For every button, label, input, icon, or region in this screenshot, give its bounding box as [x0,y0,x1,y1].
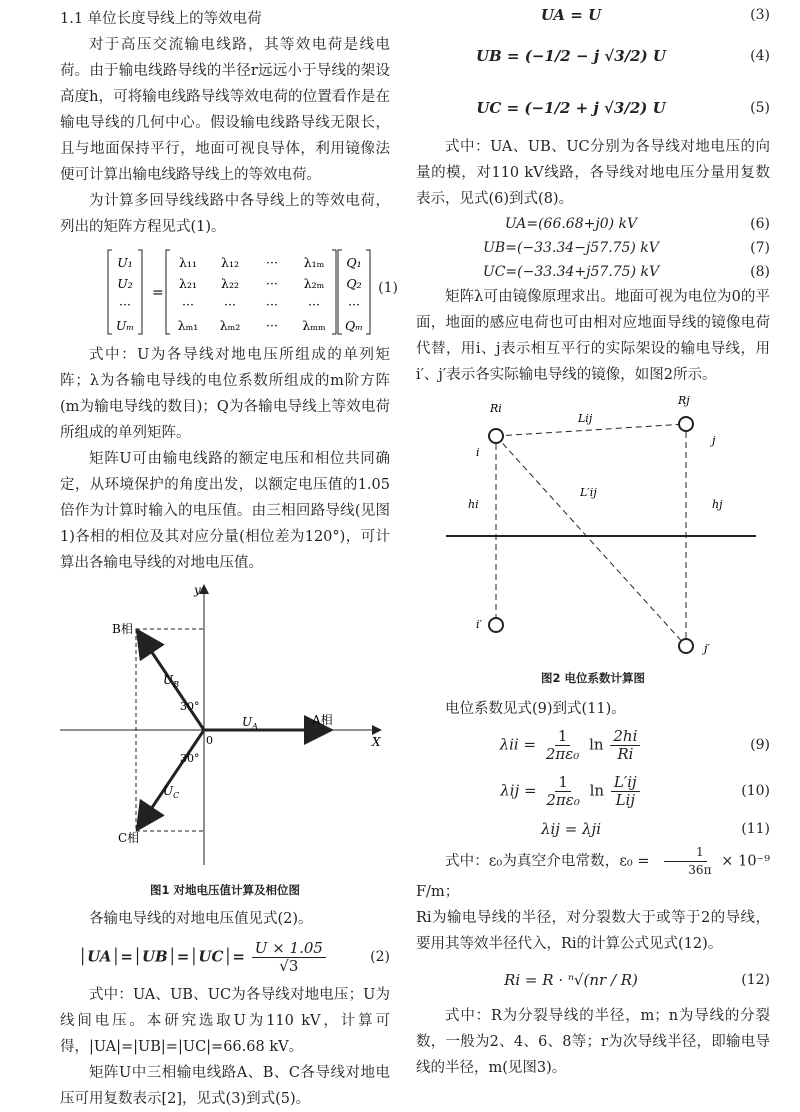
eq2-denominator: √3 [279,956,299,975]
eq4-body: UB = (−1/2 − j √3/2) U [475,47,667,65]
eq8-body: UC=(−33.34+j57.75) kV [482,264,660,280]
eq2-lhs: │UA│=│UB│=│UC│= [78,947,245,965]
eq10-arg-den: Lij [615,790,635,809]
svg-text:=: = [152,285,164,301]
hj-label: hj [712,498,723,511]
matrix-q-cell: Qₘ [345,318,363,333]
eq10-ln: ln [589,781,605,799]
matrix-lambda-cell: λ₁₁ [179,255,197,270]
phase-diagram [60,580,390,880]
matrix-lambda-cell: ··· [266,276,278,291]
epsilon-frac-num: 1 [664,844,707,862]
figure-1-caption: 图1 对地电压值计算及相位图 [149,883,300,897]
matrix-lambda-cell: λ₂ₘ [303,276,325,291]
angle-top-label: 30° [180,700,200,713]
matrix-lambda-cell: λ₁₂ [221,255,239,270]
matrix-lambda-cell: ··· [308,297,320,312]
equation-3 [416,0,770,30]
equation-number: (10) [741,783,770,799]
x-axis-label: X [372,735,381,749]
ri-label: Ri [490,402,502,415]
eq10-lhs: λij = [500,781,537,799]
eq12-body: Ri = R · ⁿ√(nr / R) [504,971,638,989]
eq9-coef-den: 2πε₀ [545,744,580,763]
equation-5 [416,82,770,134]
figure-1 [60,580,390,906]
eq10-coef-num: 1 [555,774,571,792]
equation-number: (8) [750,264,770,280]
paragraph-5: 各输电导线的对地电压值见式(2)。 [89,911,313,927]
uc-label: $U_C$ [163,784,180,800]
matrix-equation [60,246,390,338]
equation-number: (2) [370,949,390,965]
lij-prime-label: L′ij [580,486,597,499]
eq9-lhs: λii = [499,735,537,753]
i-prime-label: i′ [476,618,483,631]
equation-12 [416,957,770,1003]
right-column [416,0,770,1081]
eq5-body: UC = (−1/2 + j √3/2) U [476,99,666,117]
matrix-lambda-cell: ··· [224,297,236,312]
equation-2 [60,932,390,982]
matrix-u-cell: Uₘ [115,318,135,333]
matrix-u-cell: ··· [119,297,131,312]
matrix-q-cell: Q₂ [346,276,362,291]
eq10-coef-den: 2πε₀ [546,790,580,809]
eq9-arg-num: 2hi [610,728,640,746]
equation-number: (6) [750,216,770,232]
matrix-lambda-cell: λₘ₁ [177,318,199,333]
matrix-lambda-cell: ··· [266,318,278,333]
j-label: j [712,434,716,447]
origin-label: 0 [206,734,213,747]
left-column [60,0,398,1112]
equation-number: (7) [750,240,770,256]
equation-8 [416,260,770,284]
c-phase-label: C相 [118,831,140,845]
equation-10 [416,768,770,814]
hi-label: hi [468,498,479,511]
paragraph-12: 式中：R为分裂导线的半径，m；n为导线的分裂数，一般为2、4、6、8等；r为次导线半径，即输电导线的半径，m(见图3)。 [416,1008,770,1076]
paragraph-3: 式中：U为各导线对地电压所组成的单列矩阵；λ为各输电导线的电位系数所组成的m阶方阵(m为输电导线的数目)；Q为各输电导线上等效电荷所组成的单列矩阵。 [60,347,390,441]
b-phase-label: B相 [112,622,133,636]
paragraph-4: 矩阵U可由输电线路的额定电压和相位共同确定，从环境保护的角度出发，以额定电压值的1.05倍作为计算时输入的电压值。由三相回路导线(见图1)各相的相位及其对应分量(相位差为120°)，可计算出各输电导线的对地电压值。 [60,451,390,571]
equation-number: (9) [750,737,770,753]
ua-label: $U_A$ [242,715,258,731]
matrix-q-cell: Q₁ [346,255,362,270]
equation-number: (1) [378,280,398,296]
eq10-arg-num: L′ij [611,774,640,792]
paragraph-7: 矩阵U中三相输电线路A、B、C各导线对地电压可用复数表示[2]，见式(3)到式(5)。 [60,1065,390,1107]
y-axis-label: y [194,583,201,597]
j-prime-label: j′ [704,642,710,655]
matrix-u-cell: U₁ [117,255,133,270]
equation-number: (11) [741,821,770,837]
paragraph-8: 式中：UA、UB、UC分别为各导线对地电压的向量的模，对110 kV线路，各导线对地电压分量用复数表示，见式(6)到式(8)。 [416,139,770,207]
equation-number: (4) [750,48,770,64]
equation-number: (12) [741,972,770,988]
potential-coefficient-diagram [416,396,770,666]
matrix-u-cell: U₂ [117,276,133,291]
equation-1 [60,246,398,338]
figure-2 [416,396,770,696]
eq3-body: UA = U [540,6,602,24]
matrix-q-cell: ··· [348,297,360,312]
equation-6 [416,212,770,236]
matrix-lambda-cell: λ₂₁ [179,276,197,291]
eq9-ln: ln [589,735,604,753]
eq9-coef-num: 1 [555,728,571,746]
equation-number: (5) [750,100,770,116]
equation-number: (3) [750,7,770,23]
eq2-numerator: U × 1.05 [252,940,326,958]
matrix-lambda-cell: λₘₘ [302,318,326,333]
eq6-body: UA=(66.68+j0) kV [504,216,638,232]
lij-label: Lij [578,412,593,425]
matrix-lambda-cell: λ₁ₘ [303,255,325,270]
figure-2-caption: 图2 电位系数计算图 [540,671,645,685]
paragraph-11-cont: Ri为输电导线的半径，对分裂数大于或等于2的导线，要用其等效半径代入，Ri的计算公式见式(12)。 [416,910,770,952]
eq9-arg-den: Ri [617,744,634,763]
i-label: i [476,446,480,459]
paragraph-10: 电位系数见式(9)到式(11)。 [445,701,626,717]
matrix-lambda-cell: ··· [266,297,278,312]
paragraph-11: 式中：ε₀为真空介电常数，ε₀ = $\frac{1}{36\pi}$ × 10⁻⁹ F/m； [416,845,771,900]
matrix-lambda-cell: λₘ₂ [219,318,241,333]
matrix-lambda-cell: ··· [266,255,278,270]
equation-11 [416,814,770,844]
matrix-lambda-cell: λ₂₂ [221,276,239,291]
paragraph-6: 式中：UA、UB、UC为各导线对地电压；U为线间电压。本研究选取U为110 kV，计算可得，|UA|=|UB|=|UC|=66.68 kV。 [60,987,390,1055]
matrix-lambda-cell: ··· [182,297,194,312]
epsilon-frac-den: 36π [688,863,712,877]
section-heading: 1.1 单位长度导线上的等效电荷 [60,11,262,27]
rj-label: Rj [678,396,690,407]
paragraph-9: 矩阵λ可由镜像原理求出。地面可视为电位为0的平面，地面的感应电荷也可由相对应地面导线的镜像电荷代替，用i、j表示相互平行的实际架设的输电导线，用i′、j′表示各实际输电导线的镜像，如图2所示。 [416,289,770,383]
equation-7 [416,236,770,260]
equation-4 [416,30,770,82]
eq11-body: λij = λji [540,820,601,838]
a-phase-label: A相 [312,713,333,727]
eq7-body: UB=(−33.34−j57.75) kV [483,240,659,256]
paragraph-2: 为计算多回导线线路中各导线上的等效电荷，列出的矩阵方程见式(1)。 [60,193,390,235]
ub-label: $U_B$ [163,673,180,689]
paragraph-1: 对于高压交流输电线路，其等效电荷是线电荷。由于输电线路导线的半径r远远小于导线的架设高度h，可将输电线路导线等效电荷的位置看作是在输电导线的几何中心。假设输电线路导线无限长，且与地面保持平行，地面可视良导体，利用镜像法便可计算出输电线路导线上的等效电荷。 [60,37,390,183]
angle-bottom-label: 30° [180,752,200,765]
equation-9 [416,722,770,768]
